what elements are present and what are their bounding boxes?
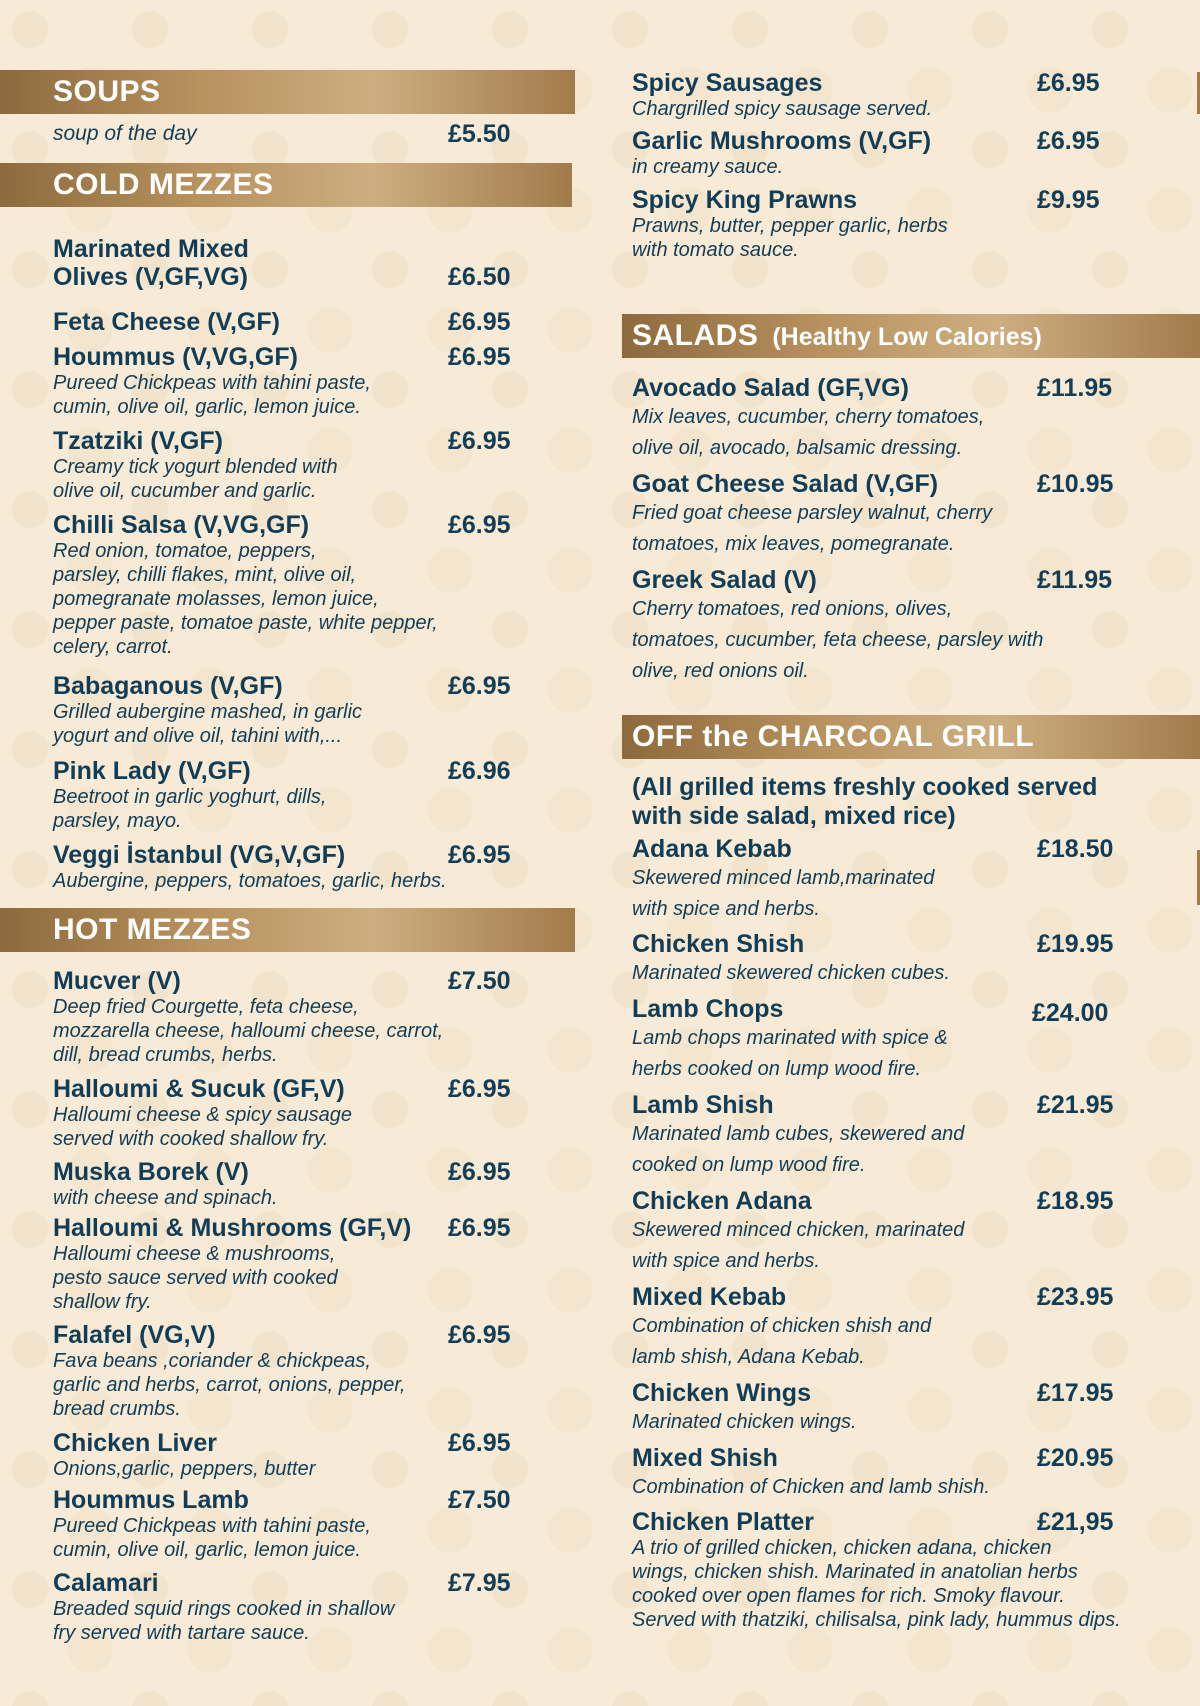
menu-item: Mucver (V) £7.50 Deep fried Courgette, feta cheese, mozzarella cheese, halloumi cheese, carrot, dill, bread crumbs, herbs. (53, 967, 511, 1066)
menu-item: Garlic Mushrooms (V,GF) £6.95 in creamy sauce. (632, 127, 1100, 178)
menu-item: Mixed Kebab £23.95 Combination of chicken shish and lamb shish, Adana Kebab. (632, 1283, 1114, 1368)
menu-item: Chicken Platter £21,95 A trio of grilled chicken, chicken adana, chicken wings, chicken shish. Marinated in anatolian herbs cooked over open flames for rich. Smoky flavour. Served with thatziki, chilisalsa, pink lady, hummus dips. (632, 1508, 1121, 1631)
menu-item: Marinated Mixed Olives (V,GF,VG) £6.50 (53, 235, 511, 291)
menu-item: Feta Cheese (V,GF) £6.95 (53, 308, 511, 336)
menu-item: Veggi İstanbul (VG,V,GF) £6.95 Aubergine, peppers, tomatoes, garlic, herbs. (53, 841, 511, 892)
menu-item: Adana Kebab £18.50 Skewered minced lamb,marinated with spice and herbs. (632, 835, 1114, 920)
menu-item: Spicy Sausages £6.95 Chargrilled spicy sausage served. (632, 69, 1100, 120)
menu-item: Lamb Chops £24.00 Lamb chops marinated with spice & herbs cooked on lump wood fire. (632, 995, 1109, 1080)
menu-item: Hoummus Lamb £7.50 Pureed Chickpeas with tahini paste, cumin, olive oil, garlic, lemon juice. (53, 1486, 511, 1561)
menu-item: Falafel (VG,V) £6.95 Fava beans ,coriander & chickpeas, garlic and herbs, carrot, onions, pepper, bread crumbs. (53, 1321, 511, 1420)
menu-item: Chicken Liver £6.95 Onions,garlic, peppers, butter (53, 1429, 511, 1480)
menu-item: Chilli Salsa (V,VG,GF) £6.95 Red onion, tomatoe, peppers, parsley, chilli flakes, mint, olive oil, pomegranate molasses, lemon juice, pepper paste, tomatoe paste, white pepper, celery, carrot. (53, 511, 511, 658)
menu-item: Halloumi & Mushrooms (GF,V) £6.95 Halloumi cheese & mushrooms, pesto sauce served with cooked shallow fry. (53, 1214, 511, 1313)
salads-header: SALADS (Healthy Low Calories) (622, 314, 1200, 358)
menu-item: Halloumi & Sucuk (GF,V) £6.95 Halloumi cheese & spicy sausage served with cooked shallow fry. (53, 1075, 511, 1150)
menu-item: Spicy King Prawns £9.95 Prawns, butter, pepper garlic, herbs with tomato sauce. (632, 186, 1100, 261)
hot-mezzes-header: HOT MEZZES (0, 908, 575, 952)
menu-item: Muska Borek (V) £6.95 with cheese and spinach. (53, 1158, 511, 1209)
cold-mezzes-header: COLD MEZZES (0, 163, 572, 207)
grill-header: OFF the CHARCOAL GRILL (622, 715, 1200, 759)
menu-item: Babaganous (V,GF) £6.95 Grilled aubergine mashed, in garlic yogurt and olive oil, tahini with,... (53, 672, 511, 747)
menu-item: Greek Salad (V) £11.95 Cherry tomatoes, red onions, olives, tomatoes, cucumber, feta cheese, parsley with olive, red onions oil. (632, 566, 1113, 682)
menu-item: Chicken Adana £18.95 Skewered minced chicken, marinated with spice and herbs. (632, 1187, 1114, 1272)
menu-item: Goat Cheese Salad (V,GF) £10.95 Fried goat cheese parsley walnut, cherry tomatoes, mix leaves, pomegranate. (632, 470, 1114, 555)
menu-item: soup of the day £5.50 (53, 120, 511, 148)
menu-item: Hoummus (V,VG,GF) £6.95 Pureed Chickpeas with tahini paste, cumin, olive oil, garlic, lemon juice. (53, 343, 511, 418)
menu-item: Avocado Salad (GF,VG) £11.95 Mix leaves, cucumber, cherry tomatoes, olive oil, avocado, balsamic dressing. (632, 374, 1113, 459)
menu-item: Chicken Wings £17.95 Marinated chicken wings. (632, 1379, 1114, 1433)
menu-item: Calamari £7.95 Breaded squid rings cooked in shallow fry served with tartare sauce. (53, 1569, 511, 1644)
menu-item: Tzatziki (V,GF) £6.95 Creamy tick yogurt blended with olive oil, cucumber and garlic. (53, 427, 511, 502)
menu-item: Mixed Shish £20.95 Combination of Chicken and lamb shish. (632, 1444, 1114, 1498)
menu-item: Chicken Shish £19.95 Marinated skewered chicken cubes. (632, 930, 1114, 984)
menu-item: Pink Lady (V,GF) £6.96 Beetroot in garlic yoghurt, dills, parsley, mayo. (53, 757, 511, 832)
soups-header: SOUPS (0, 70, 575, 114)
grill-note: (All grilled items freshly cooked served with side salad, mixed rice) (632, 773, 1098, 830)
menu-item: Lamb Shish £21.95 Marinated lamb cubes, skewered and cooked on lump wood fire. (632, 1091, 1114, 1176)
